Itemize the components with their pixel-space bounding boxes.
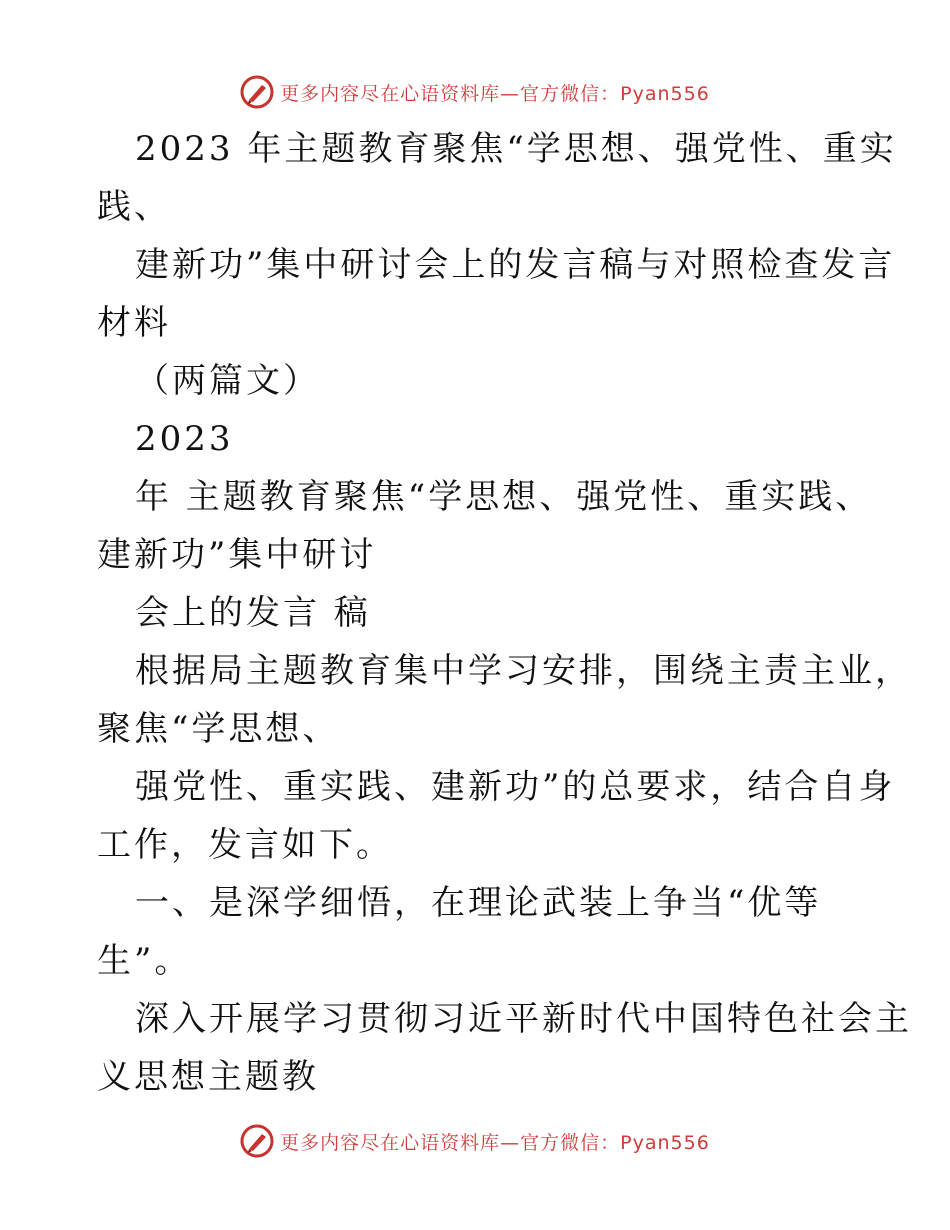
subtitle-two-articles: （两篇文） [135, 361, 320, 401]
watermark-text: 更多内容尽在心语资料库—官方微信：Pyan556 [280, 1131, 710, 1154]
paragraph-line: 深入开展学习贯彻习近平新时代中国特色社会主 [135, 999, 912, 1039]
header-watermark-banner [0, 72, 950, 112]
section-heading-line-1: 2023 [135, 419, 234, 459]
point-heading-line: 生”。 [97, 941, 192, 981]
footer-watermark-banner [0, 1121, 950, 1161]
pen-logo-icon [240, 1124, 274, 1158]
paragraph-line: 聚焦“学思想、 [97, 709, 340, 749]
title-line-1: 2023 年主题教育聚焦“学思想、强党性、重实 [135, 129, 897, 169]
paragraph-line: 义思想主题教 [97, 1057, 319, 1097]
point-heading-line: 一、是深学细悟，在理论武装上争当“优等 [135, 883, 822, 923]
title-line-2: 践、 [97, 187, 171, 227]
section-heading-line-2: 年 主题教育聚焦“学思想、强党性、重实践、 [135, 477, 873, 517]
paragraph-line: 强党性、重实践、建新功”的总要求，结合自身 [135, 767, 896, 807]
title-line-3: 建新功”集中研讨会上的发言稿与对照检查发言 [135, 245, 896, 285]
section-heading-line-3: 建新功”集中研讨 [97, 535, 377, 575]
section-heading-line-4: 会上的发言 稿 [135, 593, 371, 633]
title-line-4: 材料 [97, 303, 171, 343]
document-body [97, 120, 912, 1106]
watermark-text: 更多内容尽在心语资料库—官方微信：Pyan556 [280, 82, 710, 105]
paragraph-line: 根据局主题教育集中学习安排，围绕主责主业， [135, 651, 912, 691]
pen-logo-icon [240, 75, 274, 109]
paragraph-line: 工作，发言如下。 [97, 825, 393, 865]
